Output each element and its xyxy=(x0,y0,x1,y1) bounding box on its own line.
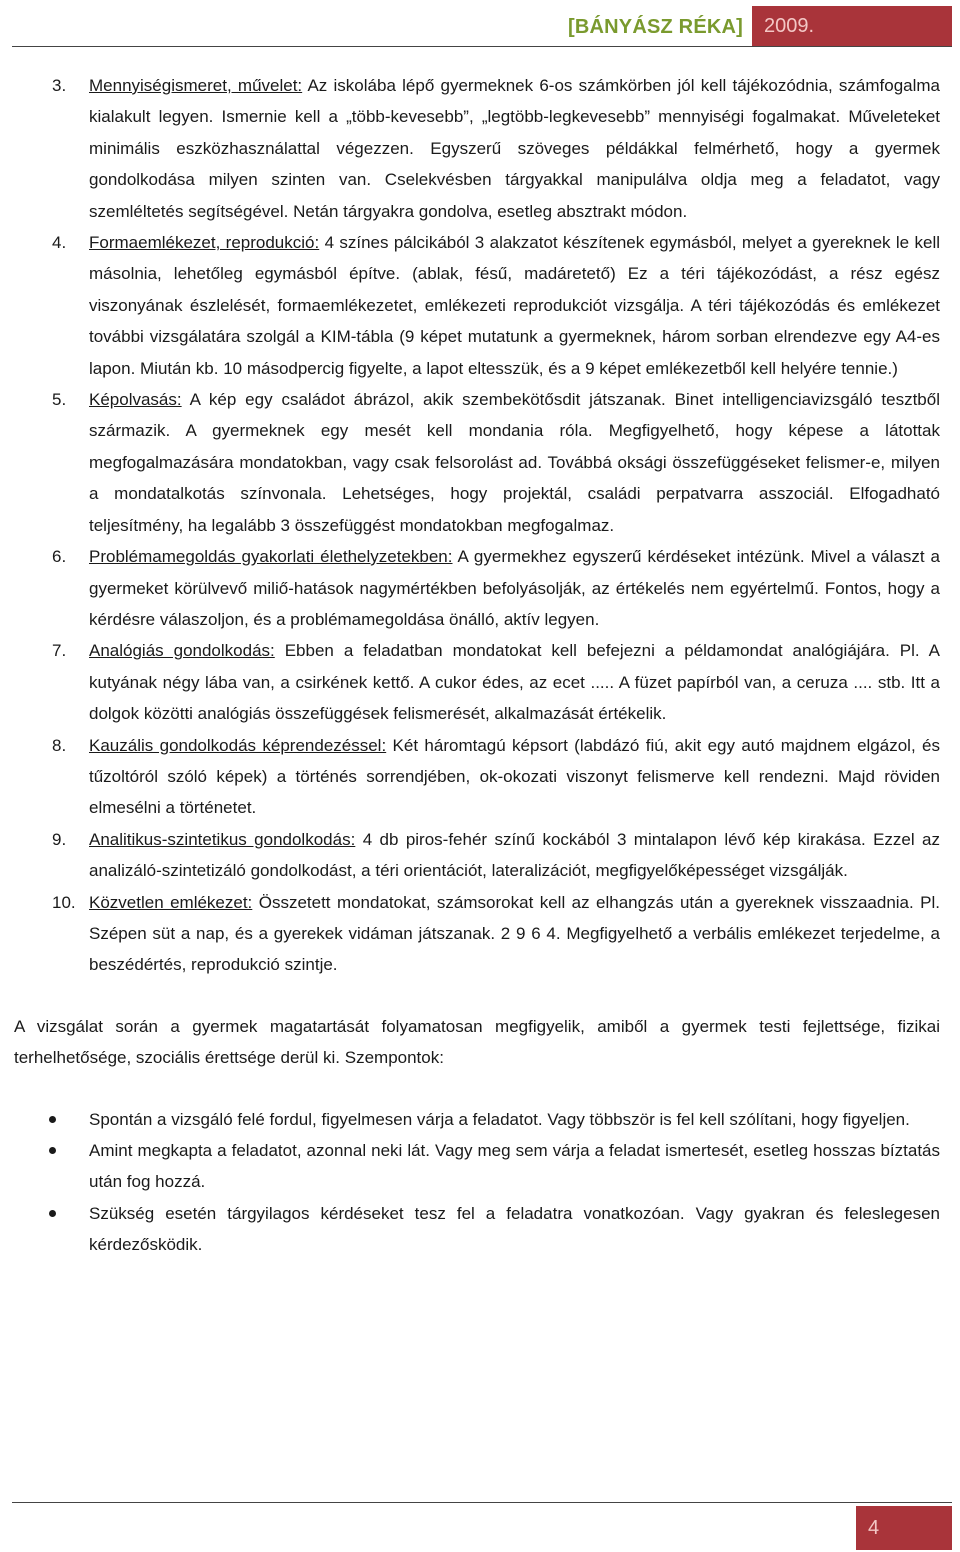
list-number: 6. xyxy=(52,547,67,567)
item-text: Két háromtagú képsort (labdázó fiú, akit egy autó majdnem elgázol, és tűzoltóról szóló képek) a történés sorrendjében, ok-okozati viszonyt felismerve kell rendezni. Majd röviden elmesélni a történetet. xyxy=(89,735,940,818)
header-author: [BÁNYÁSZ RÉKA] xyxy=(568,16,744,38)
item-title: Képolvasás: xyxy=(89,390,182,410)
bullet-item xyxy=(14,1104,940,1135)
list-number: 7. xyxy=(52,641,67,661)
list-item xyxy=(14,227,940,384)
list-number: 3. xyxy=(52,76,67,95)
bullet-item xyxy=(14,1135,940,1198)
bullet-icon xyxy=(49,1116,56,1123)
bullet-item xyxy=(14,1198,940,1261)
list-item xyxy=(14,730,940,824)
list-number: 10. xyxy=(52,892,76,912)
page-header xyxy=(0,0,960,46)
item-text: A gyermekhez egyszerű kérdéseket intézünk. Mivel a választ a gyermeket körülvevő miliő-hatások nagymértékben befolyásolják, az értékelés nem egyértelmű. Fontos, hogy a kérdésre válaszoljon, és a problémamegoldása önálló, aktív legyen. xyxy=(89,547,941,629)
item-text: 4 színes pálcikából 3 alakzatot készítenek egymásból, melyet a gyereknek le kell másolnia, lehetőleg egymásból építve. (ablak, fésű, madáretető) Ez a téri tájékozódást, a rész egész viszonyának észlelését, formaemlékezetet, emlékezeti reprodukciót vizsgálja. A téri tájékozódás és emlékezet további vizsgálatára szolgál a KIM-tábla (9 képet mutatunk a gyermeknek, három sorban elrendezve egy A4-es lapon. Miután kb. 10 másodpercig figyelte, a lapot eltesszük, és a 9 képet emlékezetből kell helyére tennie.) xyxy=(89,233,940,378)
footer-divider xyxy=(12,1502,952,1503)
bullet-icon xyxy=(49,1147,56,1154)
list-item xyxy=(14,384,940,541)
item-title: Analitikus-szintetikus gondolkodás: xyxy=(89,829,356,849)
list-item xyxy=(14,70,940,227)
item-text: Az iskolába lépő gyermeknek 6-os számkörben jól kell tájékozódnia, számfogalma kialakult legyen. Ismernie kell a „több-kevesebb”, „legtöbb-legkevesebb” mennyiségi fogalmakat. Műveleteket minimális eszközhasználattal végezzen. Egyszerű szöveges példákkal felmérhető, hogy a gyermek gondolkodása milyen szinten van. Cselekvésben tárgyakkal manipulálva oldja meg a feladatot, vagy szemléltetés segítségével. Netán tárgyakra gondolva, esetleg absztrakt módon. xyxy=(89,76,940,221)
list-number: 4. xyxy=(52,233,67,253)
header-year: 2009. xyxy=(752,6,952,46)
list-number: 9. xyxy=(52,829,67,849)
bullet-list xyxy=(14,1104,940,1261)
item-title: Közvetlen emlékezet: xyxy=(89,892,253,912)
list-item xyxy=(14,635,940,729)
bullet-text: Amint megkapta a feladatot, azonnal neki lát. Vagy meg sem várja a feladat ismertesét, esetleg hosszas bíztatás után fog hozzá. xyxy=(89,1141,940,1192)
list-item xyxy=(14,887,940,981)
item-title: Formaemlékezet, reprodukció: xyxy=(89,233,320,253)
bullet-text: Szükség esetén tárgyilagos kérdéseket tesz fel a feladatra vonatkozóan. Vagy gyakran és feleslegesen kérdezősködik. xyxy=(89,1203,940,1255)
item-title: Kauzális gondolkodás képrendezéssel: xyxy=(89,735,387,755)
header-divider xyxy=(12,46,952,47)
list-number: 8. xyxy=(52,735,67,755)
item-title: Analógiás gondolkodás: xyxy=(89,641,275,661)
numbered-list xyxy=(14,70,940,981)
bullet-text: Spontán a vizsgáló felé fordul, figyelmesen várja a feladatot. Vagy többször is fel kell szólítani, hogy figyeljen. xyxy=(89,1109,910,1129)
page-number: 4 xyxy=(856,1506,952,1550)
item-text: Ebben a feladatban mondatokat kell befejezni a példamondat analógiájára. Pl. A kutyának négy lába van, a csirkének kettő. A cukor édes, az ecet ..... A füzet papírból van, a ceruza .... stb. Itt a dolgok közötti analógiás összefüggések felismerését, alkalmazását értékelik. xyxy=(89,641,940,724)
item-text: Összetett mondatokat, számsorokat kell az elhangzás után a gyereknek visszaadnia. Pl. Szépen süt a nap, és a gyerekek vidáman játszanak. 2 9 6 4. Megfigyelhető a verbális emlékezet terjedelme, a beszédértés, reprodukció szintje. xyxy=(89,892,940,975)
list-number: 5. xyxy=(52,390,67,410)
observation-paragraph: A vizsgálat során a gyermek magatartását folyamatosan megfigyelik, amiből a gyermek testi fejlettsége, fizikai terhelhetősége, szociális érettsége derül ki. Szempontok: xyxy=(14,1016,940,1068)
item-title: Problémamegoldás gyakorlati élethelyzetekben: xyxy=(89,547,453,567)
item-text: A kép egy családot ábrázol, akik szembekötősdit játszanak. Binet intelligenciavizsgáló tesztből származik. A gyermeknek egy mesét kell mondania róla. Megfigyelhető, hogy képese a látottak megfogalmazására mondatokban, vagy csak felsorolást ad. Továbbá oksági összefüggéseket felismer-e, milyen a mondatalkotás színvonala. Lehetséges, hogy projektál, családi perpatvarra asszociál. Elfogadható teljesítmény, ha legalább 3 összefüggést mondatokban megfogalmaz. xyxy=(89,390,940,535)
bullet-icon xyxy=(49,1210,56,1217)
item-text: 4 db piros-fehér színű kockából 3 mintalapon lévő kép kirakása. Ezzel az analizáló-szintetizáló gondolkodást, a téri orientációt, lateralizációt, megfigyelőképességet vizsgálják. xyxy=(89,829,940,881)
item-title: Mennyiségismeret, művelet: xyxy=(89,76,303,95)
list-item xyxy=(14,541,940,635)
list-item xyxy=(14,824,940,887)
document-body xyxy=(14,70,940,1261)
